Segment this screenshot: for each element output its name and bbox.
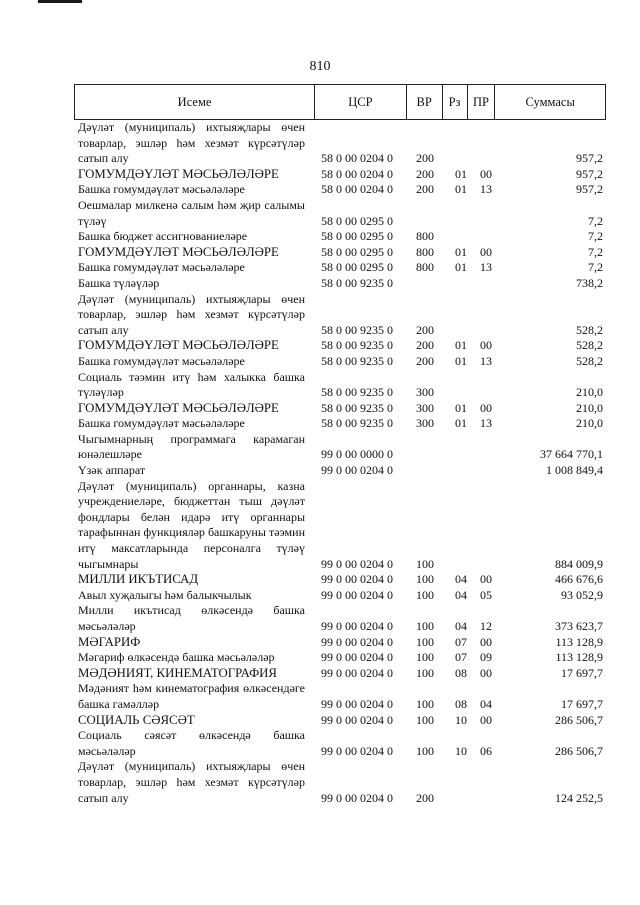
table-row bbox=[78, 681, 606, 712]
row-sum: 286 506,7 bbox=[555, 743, 603, 758]
row-csr: 58 0 00 0295 0 bbox=[321, 229, 393, 244]
row-pr: 04 bbox=[480, 696, 492, 711]
row-vr: 200 bbox=[416, 338, 434, 353]
row-sum: 286 506,7 bbox=[555, 712, 603, 727]
row-name: Социаль тәэмин итү һәм халыкка башка түләүләр bbox=[78, 369, 305, 400]
row-csr: 99 0 00 0204 0 bbox=[321, 556, 393, 571]
row-vr: 200 bbox=[416, 166, 434, 181]
row-sum: 884 009,9 bbox=[555, 556, 603, 571]
row-sum: 93 052,9 bbox=[561, 587, 603, 602]
header-pr: ПР bbox=[468, 85, 496, 119]
row-sum: 7,2 bbox=[588, 244, 603, 259]
table-row bbox=[78, 666, 606, 682]
row-rz: 08 bbox=[455, 696, 467, 711]
row-vr: 100 bbox=[416, 650, 434, 665]
row-sum: 466 676,6 bbox=[555, 572, 603, 587]
row-sum: 1 008 849,4 bbox=[546, 463, 603, 478]
row-name: Башка түләүләр bbox=[78, 275, 160, 290]
row-name: Башка гомумдәүләт мәсьәләләре bbox=[78, 353, 245, 368]
row-pr: 00 bbox=[480, 166, 492, 181]
table-row bbox=[78, 276, 606, 292]
row-vr: 800 bbox=[416, 244, 434, 259]
row-vr: 100 bbox=[416, 712, 434, 727]
row-pr: 06 bbox=[480, 743, 492, 758]
row-rz: 01 bbox=[455, 244, 467, 259]
table-row bbox=[78, 572, 606, 588]
table-row bbox=[78, 338, 606, 354]
row-sum: 17 697,7 bbox=[561, 665, 603, 680]
row-sum: 7,2 bbox=[588, 229, 603, 244]
row-vr: 100 bbox=[416, 634, 434, 649]
header-name: Исеме bbox=[75, 85, 315, 119]
row-rz: 07 bbox=[455, 650, 467, 665]
page-number: 810 bbox=[309, 59, 331, 74]
row-rz: 10 bbox=[455, 712, 467, 727]
row-csr: 58 0 00 0295 0 bbox=[321, 213, 393, 228]
row-sum: 528,2 bbox=[576, 338, 603, 353]
row-vr: 800 bbox=[416, 260, 434, 275]
row-name: МӘДӘНИЯТ, КИНЕМАТОГРАФИЯ bbox=[78, 665, 277, 680]
table-row bbox=[78, 370, 606, 401]
row-name: Дәүләт (муниципаль) ихтыяҗлары өчен товарлар, эшләр һәм хезмәт күрсәтүләр сатып алу bbox=[78, 120, 305, 166]
row-name: Дәүләт (муниципаль) ихтыяҗлары өчен товарлар, эшләр һәм хезмәт күрсәтүләр сатып алу bbox=[78, 291, 305, 337]
row-sum: 113 128,9 bbox=[555, 650, 603, 665]
row-csr: 99 0 00 0204 0 bbox=[321, 696, 393, 711]
row-name: Чыгымнарның программага карамаган юнәлешләре bbox=[78, 431, 305, 462]
row-rz: 04 bbox=[455, 587, 467, 602]
row-vr: 100 bbox=[416, 587, 434, 602]
row-name: ГОМУМДӘҮЛӘТ МӘСЬӘЛӘЛӘРЕ bbox=[78, 244, 279, 259]
row-pr: 00 bbox=[480, 634, 492, 649]
row-csr: 99 0 00 0204 0 bbox=[321, 572, 393, 587]
row-vr: 200 bbox=[416, 353, 434, 368]
table-row bbox=[78, 120, 606, 167]
row-sum: 210,0 bbox=[576, 400, 603, 415]
row-pr: 00 bbox=[480, 244, 492, 259]
row-csr: 99 0 00 0204 0 bbox=[321, 634, 393, 649]
table-body bbox=[78, 120, 606, 806]
header-sum: Суммасы bbox=[525, 94, 575, 109]
table-row bbox=[78, 463, 606, 479]
row-csr: 58 0 00 9235 0 bbox=[321, 400, 393, 415]
row-sum: 957,2 bbox=[576, 166, 603, 181]
row-rz: 01 bbox=[455, 353, 467, 368]
row-pr: 05 bbox=[480, 587, 492, 602]
table-row bbox=[78, 588, 606, 604]
table-row bbox=[78, 432, 606, 463]
header-vr: ВР bbox=[407, 85, 443, 119]
row-pr: 00 bbox=[480, 400, 492, 415]
row-vr: 200 bbox=[416, 182, 434, 197]
row-csr: 99 0 00 0204 0 bbox=[321, 463, 393, 478]
row-name: ГОМУМДӘҮЛӘТ МӘСЬӘЛӘЛӘРЕ bbox=[78, 166, 279, 181]
row-pr: 13 bbox=[480, 182, 492, 197]
row-csr: 58 0 00 9235 0 bbox=[321, 338, 393, 353]
row-sum: 17 697,7 bbox=[561, 696, 603, 711]
row-name: ГОМУМДӘҮЛӘТ МӘСЬӘЛӘЛӘРЕ bbox=[78, 400, 279, 415]
row-rz: 08 bbox=[455, 665, 467, 680]
row-vr: 200 bbox=[416, 322, 434, 337]
row-pr: 00 bbox=[480, 572, 492, 587]
row-csr: 99 0 00 0204 0 bbox=[321, 712, 393, 727]
row-rz: 01 bbox=[455, 260, 467, 275]
table-row bbox=[78, 728, 606, 759]
row-name: СОЦИАЛЬ СӘЯСӘТ bbox=[78, 712, 195, 727]
row-name: Мәгариф өлкәсендә башка мәсьәләләр bbox=[78, 650, 275, 665]
row-csr: 58 0 00 9235 0 bbox=[321, 275, 393, 290]
row-vr: 800 bbox=[416, 229, 434, 244]
row-csr: 58 0 00 9235 0 bbox=[321, 353, 393, 368]
row-sum: 7,2 bbox=[588, 260, 603, 275]
row-vr: 200 bbox=[416, 790, 434, 805]
table-header bbox=[74, 84, 606, 120]
row-sum: 957,2 bbox=[576, 151, 603, 166]
row-rz: 01 bbox=[455, 338, 467, 353]
table-row bbox=[78, 167, 606, 183]
row-rz: 04 bbox=[455, 572, 467, 587]
row-name: Социаль сәясәт өлкәсендә башка мәсьәләләр bbox=[78, 728, 305, 758]
table-row bbox=[78, 401, 606, 417]
header-rz: Рз bbox=[443, 85, 468, 119]
row-csr: 99 0 00 0204 0 bbox=[321, 790, 393, 805]
table-row bbox=[78, 479, 606, 573]
row-name: Дәүләт (муниципаль) органнары, казна учреждениеләре, бюджеттан тыш дәүләт фондлары белән идарә итү органнары тарафыннан функцияләр башкаруны тәэмин итү максатларында персоналга түләү чыгымнары bbox=[78, 478, 305, 571]
row-sum: 124 252,5 bbox=[555, 790, 603, 805]
header-csr: ЦСР bbox=[315, 85, 407, 119]
row-sum: 210,0 bbox=[576, 385, 603, 400]
table-row bbox=[78, 245, 606, 261]
row-sum: 528,2 bbox=[576, 353, 603, 368]
row-vr: 300 bbox=[416, 416, 434, 431]
row-csr: 99 0 00 0204 0 bbox=[321, 743, 393, 758]
row-pr: 00 bbox=[480, 338, 492, 353]
row-rz: 10 bbox=[455, 743, 467, 758]
row-sum: 373 623,7 bbox=[555, 619, 603, 633]
table-row bbox=[78, 416, 606, 432]
row-vr: 300 bbox=[416, 400, 434, 415]
row-csr: 99 0 00 0204 0 bbox=[321, 619, 393, 633]
table-row bbox=[78, 635, 606, 651]
row-sum: 7,2 bbox=[588, 213, 603, 228]
row-name: Мәдәният һәм кинематография өлкәсендәге башка гамәлләр bbox=[78, 681, 305, 711]
row-vr: 100 bbox=[416, 696, 434, 711]
row-csr: 58 0 00 9235 0 bbox=[321, 322, 393, 337]
row-pr: 13 bbox=[480, 416, 492, 431]
scan-corner-mark bbox=[38, 0, 82, 3]
row-vr: 100 bbox=[416, 743, 434, 758]
table-row bbox=[78, 260, 606, 276]
row-name: Башка бюджет ассигнованиеләре bbox=[78, 229, 248, 244]
row-pr: 00 bbox=[480, 712, 492, 727]
row-csr: 99 0 00 0204 0 bbox=[321, 665, 393, 680]
table-row bbox=[78, 713, 606, 729]
table-row bbox=[78, 198, 606, 229]
row-sum: 37 664 770,1 bbox=[540, 447, 603, 462]
row-csr: 99 0 00 0204 0 bbox=[321, 650, 393, 665]
row-rz: 07 bbox=[455, 634, 467, 649]
table-row bbox=[78, 182, 606, 198]
row-sum: 738,2 bbox=[576, 275, 603, 290]
row-rz: 01 bbox=[455, 416, 467, 431]
row-name: Оешмалар милкенә салым һәм җир салымы түләү bbox=[78, 197, 305, 228]
row-name: МӘГАРИФ bbox=[78, 634, 141, 649]
row-name: Милли икътисад өлкәсендә башка мәсьәләләр bbox=[78, 603, 305, 633]
row-csr: 58 0 00 0295 0 bbox=[321, 244, 393, 259]
table-row bbox=[78, 292, 606, 339]
row-name: Башка гомумдәүләт мәсьәләләре bbox=[78, 260, 245, 275]
row-name: Башка гомумдәүләт мәсьәләләре bbox=[78, 182, 245, 197]
row-csr: 99 0 00 0204 0 bbox=[321, 587, 393, 602]
row-csr: 58 0 00 0295 0 bbox=[321, 260, 393, 275]
table-row bbox=[78, 650, 606, 666]
row-vr: 100 bbox=[416, 556, 434, 571]
row-sum: 210,0 bbox=[576, 416, 603, 431]
row-rz: 01 bbox=[455, 166, 467, 181]
table-row bbox=[78, 229, 606, 245]
row-name: ГОМУМДӘҮЛӘТ МӘСЬӘЛӘЛӘРЕ bbox=[78, 338, 279, 353]
row-rz: 01 bbox=[455, 182, 467, 197]
row-pr: 09 bbox=[480, 650, 492, 665]
table-row bbox=[78, 603, 606, 634]
table-row bbox=[78, 759, 606, 806]
row-csr: 58 0 00 0204 0 bbox=[321, 151, 393, 166]
row-name: Авыл хуҗалыгы һәм балыкчылык bbox=[78, 587, 252, 602]
row-csr: 99 0 00 0000 0 bbox=[321, 447, 393, 462]
row-rz: 01 bbox=[455, 400, 467, 415]
row-vr: 100 bbox=[416, 619, 434, 633]
row-pr: 13 bbox=[480, 260, 492, 275]
row-vr: 300 bbox=[416, 385, 434, 400]
row-rz: 04 bbox=[455, 619, 467, 633]
row-name: Башка гомумдәүләт мәсьәләләре bbox=[78, 416, 245, 431]
row-vr: 100 bbox=[416, 665, 434, 680]
row-vr: 200 bbox=[416, 151, 434, 166]
row-sum: 528,2 bbox=[576, 322, 603, 337]
row-name: МИЛЛИ ИКЪТИСАД bbox=[78, 572, 199, 587]
row-csr: 58 0 00 0204 0 bbox=[321, 166, 393, 181]
row-csr: 58 0 00 9235 0 bbox=[321, 416, 393, 431]
row-sum: 113 128,9 bbox=[555, 634, 603, 649]
table-row bbox=[78, 354, 606, 370]
row-pr: 00 bbox=[480, 665, 492, 680]
row-name: Үзәк аппарат bbox=[78, 463, 146, 478]
row-name: Дәүләт (муниципаль) ихтыяҗлары өчен товарлар, эшләр һәм хезмәт күрсәтүләр сатып алу bbox=[78, 759, 305, 805]
row-pr: 13 bbox=[480, 353, 492, 368]
row-sum: 957,2 bbox=[576, 182, 603, 197]
row-csr: 58 0 00 9235 0 bbox=[321, 385, 393, 400]
row-vr: 100 bbox=[416, 572, 434, 587]
row-pr: 12 bbox=[480, 619, 492, 633]
row-csr: 58 0 00 0204 0 bbox=[321, 182, 393, 197]
